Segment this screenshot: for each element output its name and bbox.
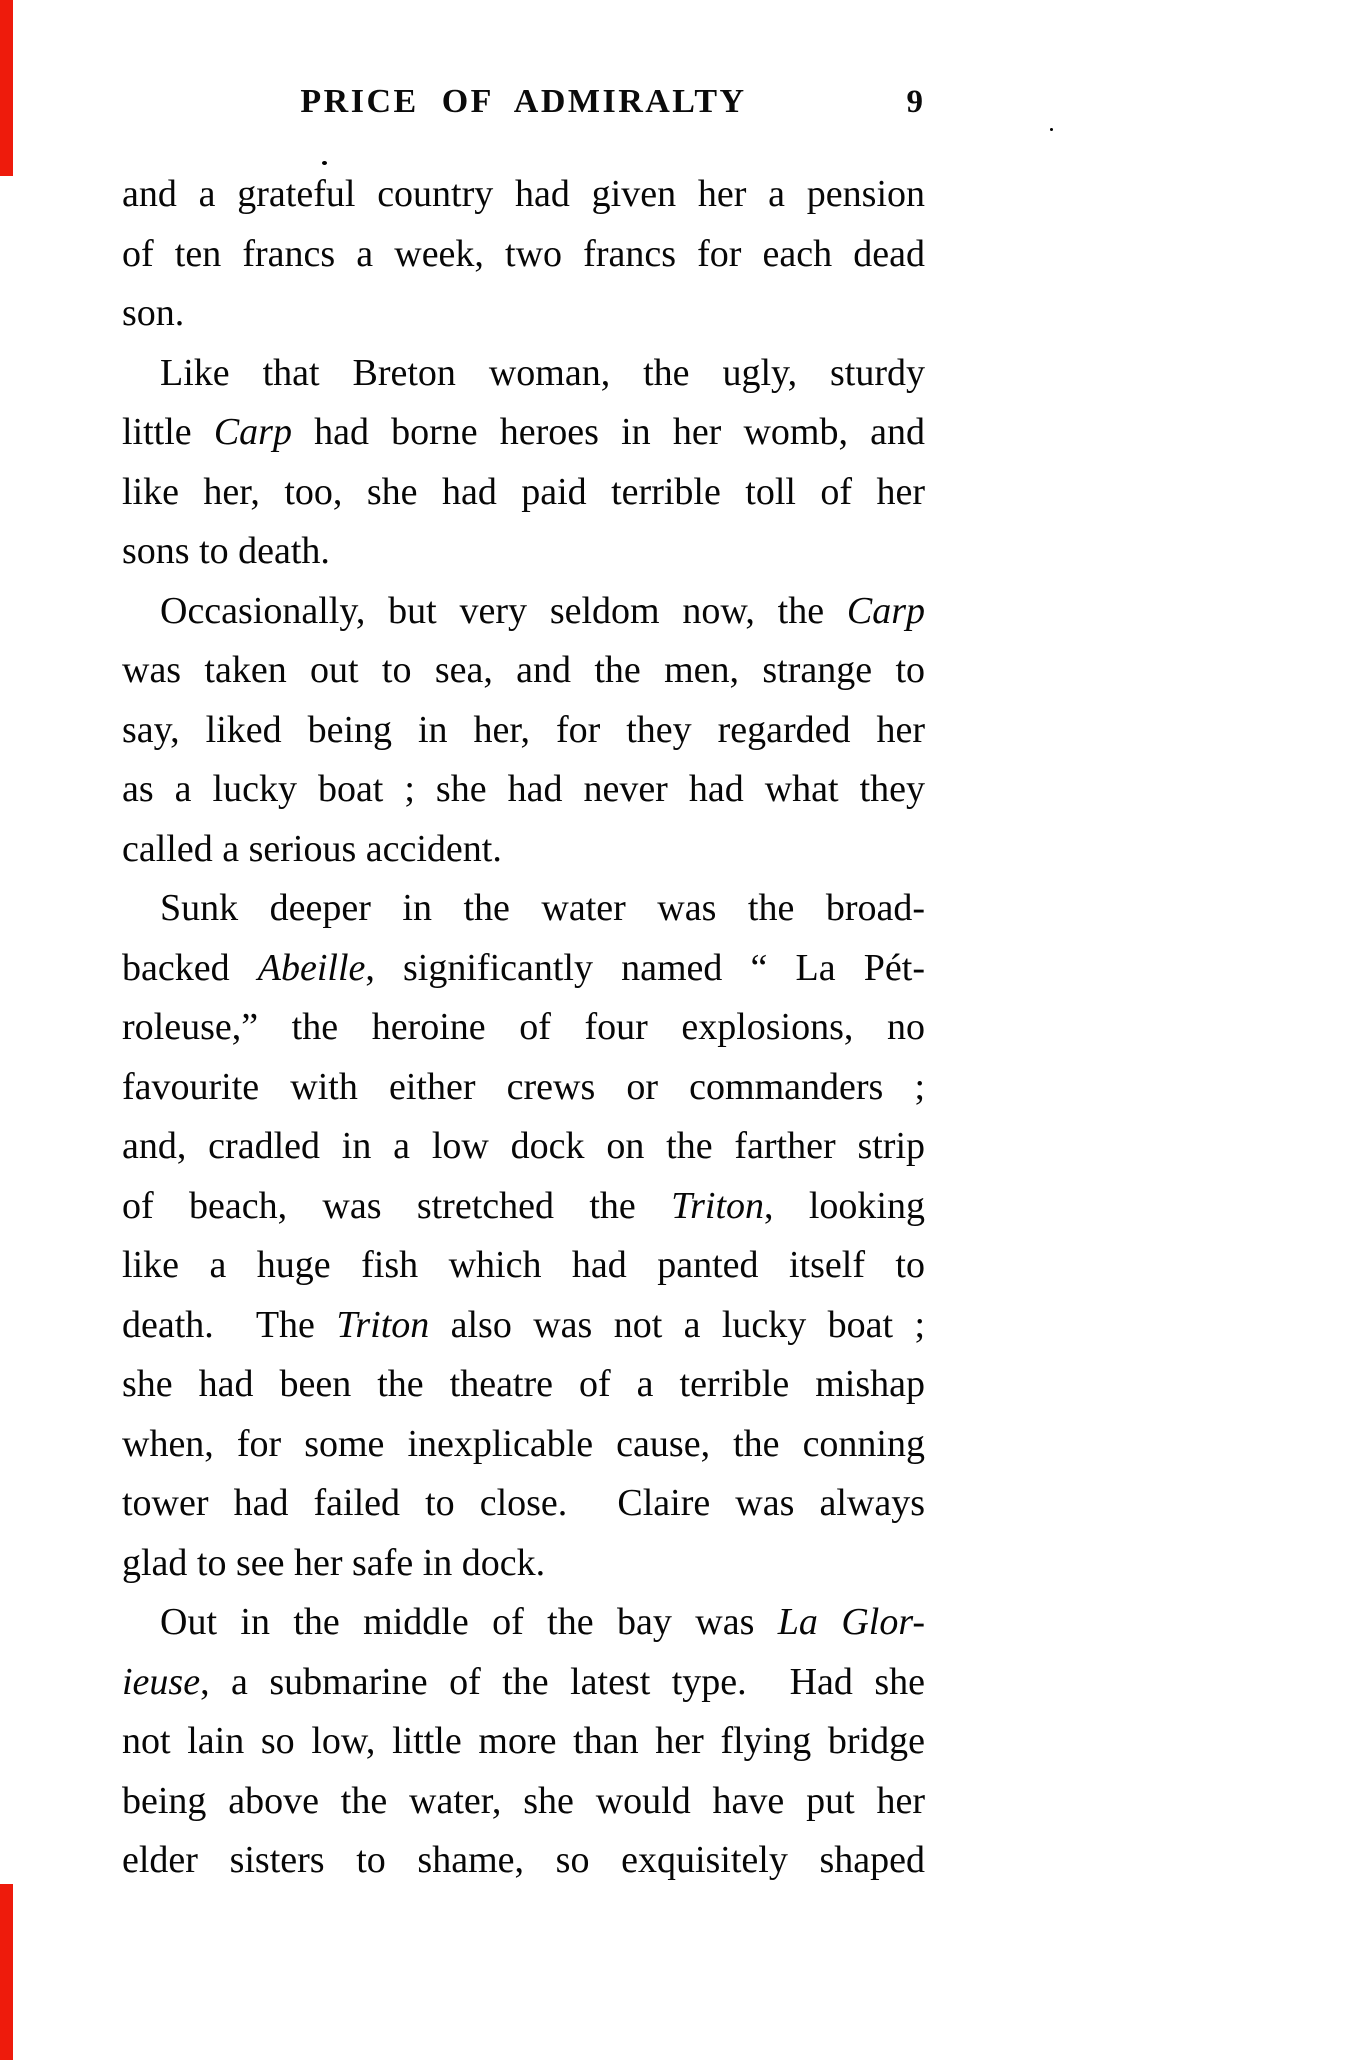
text-line xyxy=(122,284,925,344)
text-segment: death. The xyxy=(122,1303,337,1346)
text-line xyxy=(122,1355,925,1415)
running-head-title: PRICE OF ADMIRALTY xyxy=(300,83,747,120)
red-edge-mark-bottom xyxy=(0,1884,13,2060)
ship-name-italic: Carp xyxy=(846,589,925,632)
text-line xyxy=(122,879,925,939)
text-segment: backed xyxy=(122,946,258,989)
text-line xyxy=(122,165,925,225)
ship-name-italic: La Glor- xyxy=(777,1601,925,1643)
text-segment: tower had failed to close. Claire was always xyxy=(122,1482,925,1524)
text-line xyxy=(122,225,925,285)
text-line xyxy=(122,1058,925,1118)
text-segment: as a lucky boat ; she had never had what they xyxy=(122,768,925,810)
text-line xyxy=(122,1117,925,1177)
text-line xyxy=(122,820,925,880)
text-line xyxy=(122,1772,925,1832)
running-head xyxy=(122,76,925,128)
text-segment: sons to death. xyxy=(122,530,330,572)
scan-speck xyxy=(322,161,327,165)
text-segment: of beach, was stretched the xyxy=(122,1184,672,1227)
text-line xyxy=(122,701,925,761)
text-segment: was taken out to sea, and the men, strange to xyxy=(122,649,925,691)
text-segment: Occasionally, but very seldom now, the xyxy=(160,589,847,632)
text-segment: like a huge fish which had panted itself to xyxy=(122,1244,925,1286)
text-line xyxy=(122,344,925,404)
text-segment: say, liked being in her, for they regarded her xyxy=(122,708,925,751)
text-line xyxy=(122,1653,925,1713)
text-segment: when, for some inexplicable cause, the conning xyxy=(122,1422,925,1465)
text-segment: , looking xyxy=(764,1184,925,1227)
ship-name-italic: ieuse xyxy=(122,1660,201,1703)
text-line xyxy=(122,1534,925,1594)
text-segment: Sunk deeper in the water was the broad- xyxy=(160,887,925,929)
text-segment: little xyxy=(122,411,214,453)
text-segment: , a submarine of the latest type. Had she xyxy=(200,1660,925,1703)
text-segment: Like that Breton woman, the ugly, sturdy xyxy=(160,351,925,394)
text-line xyxy=(122,403,925,463)
ship-name-italic: Abeille xyxy=(257,946,366,989)
text-segment: Out in the middle of the bay was xyxy=(160,1601,778,1643)
text-segment: and a grateful country had given her a pension xyxy=(122,173,925,215)
text-line xyxy=(122,760,925,820)
text-line xyxy=(122,641,925,701)
text-segment: also was not a lucky boat ; xyxy=(429,1303,926,1346)
text-line xyxy=(122,998,925,1058)
text-segment: like her, too, she had paid terrible toll of her xyxy=(122,470,925,513)
text-segment: of ten francs a week, two francs for each dead xyxy=(122,232,925,275)
ship-name-italic: Triton xyxy=(336,1303,430,1346)
text-segment: elder sisters to shame, so exquisitely shaped xyxy=(122,1839,925,1881)
text-segment: glad to see her safe in dock. xyxy=(122,1541,546,1584)
text-segment: called a serious accident. xyxy=(122,827,502,870)
text-segment: favourite with either crews or commanders ; xyxy=(122,1065,925,1108)
text-segment: roleuse,” the heroine of four explosions, no xyxy=(122,1006,925,1048)
body-text xyxy=(122,165,925,1891)
text-line xyxy=(122,1177,925,1237)
text-line xyxy=(122,1474,925,1534)
text-segment: not lain so low, little more than her flying bridge xyxy=(122,1720,925,1762)
text-segment: had borne heroes in her womb, and xyxy=(291,411,925,453)
page-number: 9 xyxy=(906,84,923,120)
text-line xyxy=(122,522,925,582)
text-segment: being above the water, she would have put her xyxy=(122,1779,925,1822)
text-segment: and, cradled in a low dock on the farther strip xyxy=(122,1125,925,1167)
scan-speck xyxy=(1050,128,1053,131)
text-line xyxy=(122,939,925,999)
text-line xyxy=(122,1831,925,1891)
text-line xyxy=(122,1712,925,1772)
ship-name-italic: Carp xyxy=(213,411,292,453)
text-line xyxy=(122,1593,925,1653)
red-edge-mark-top xyxy=(0,0,13,176)
text-line xyxy=(122,1415,925,1475)
text-line xyxy=(122,1236,925,1296)
text-segment: son. xyxy=(122,292,185,334)
ship-name-italic: Triton xyxy=(671,1184,765,1227)
text-line xyxy=(122,463,925,523)
text-line xyxy=(122,582,925,642)
text-segment: , significantly named “ La Pét- xyxy=(365,946,925,989)
text-segment: she had been the theatre of a terrible mishap xyxy=(122,1363,925,1405)
text-line xyxy=(122,1296,925,1356)
